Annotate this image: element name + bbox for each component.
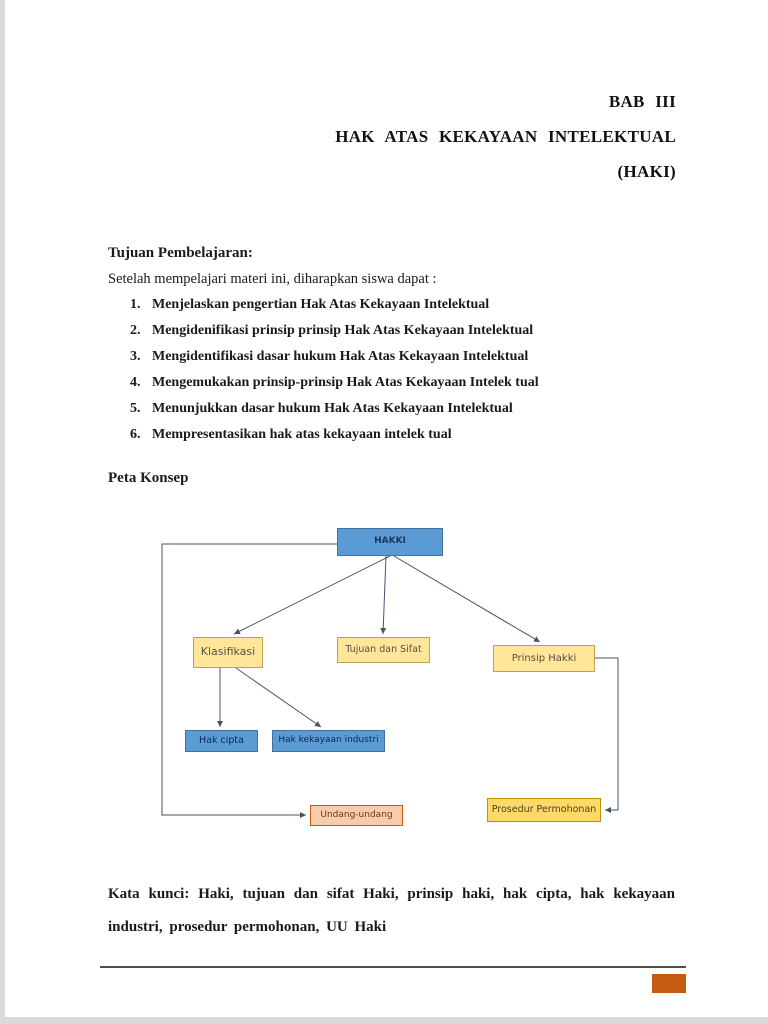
node-prinsip-hakki: Prinsip Hakki (493, 645, 595, 672)
concept-map (148, 518, 648, 838)
item-text: Menjelaskan pengertian Hak Atas Kekayaan Intelektual (152, 297, 490, 312)
document-header (108, 84, 676, 189)
page-edge-bottom (0, 1017, 768, 1024)
chapter-heading: BAB III (608, 92, 676, 111)
objectives-title: Tujuan Pembelajaran: (108, 245, 253, 261)
item-text: Mengidentifikasi dasar hukum Hak Atas Kekayaan Intelektual (152, 349, 529, 364)
item-text: Mengemukakan prinsip-prinsip Hak Atas Kekayaan Intelek tual (152, 375, 539, 390)
objective-item (108, 292, 675, 318)
node-klasifikasi: Klasifikasi (193, 637, 263, 668)
document-subtitle: (HAKI) (617, 162, 676, 181)
footer-accent-block (652, 974, 686, 993)
connector-hakki-undang (162, 544, 337, 815)
footer-rule (100, 966, 686, 968)
arrow-hakki-tujuan (383, 556, 386, 634)
objective-item (108, 318, 675, 344)
node-undang-undang: Undang-undang (310, 805, 403, 826)
keywords-paragraph (108, 878, 675, 944)
document-title: HAK ATAS KEKAYAAN INTELEKTUAL (335, 127, 676, 146)
node-prosedur-permohonan: Prosedur Permohonan (487, 798, 601, 822)
item-number: 3. (130, 349, 141, 364)
objective-item (108, 422, 675, 448)
arrow-hakki-prinsip (394, 556, 540, 642)
item-number: 6. (130, 427, 141, 442)
item-number: 2. (130, 323, 141, 338)
item-text: Mengidenifikasi prinsip prinsip Hak Atas Kekayaan Intelektual (152, 323, 534, 338)
objectives-intro: Setelah mempelajari materi ini, diharapkan siswa dapat : (108, 271, 437, 287)
item-number: 5. (130, 401, 141, 416)
arrow-klasifikasi-industri (236, 668, 321, 727)
item-text: Menunjukkan dasar hukum Hak Atas Kekayaan Intelektual (152, 401, 513, 416)
objective-item (108, 396, 675, 422)
item-number: 1. (130, 297, 141, 312)
objective-item (108, 370, 675, 396)
concept-map-connectors (148, 518, 648, 838)
connector-prinsip-prosedur (595, 658, 618, 810)
node-hak-cipta: Hak cipta (185, 730, 258, 752)
node-hakki: HAKKI (337, 528, 443, 556)
arrow-hakki-klasifikasi (234, 556, 390, 634)
concept-map-title: Peta Konsep (108, 470, 189, 486)
node-tujuan-dan-sifat: Tujuan dan Sifat (337, 637, 430, 663)
node-hak-kekayaan-industri: Hak kekayaan industri (272, 730, 385, 752)
keywords-label: Kata kunci: (108, 886, 190, 902)
item-number: 4. (130, 375, 141, 390)
item-text: Mempresentasikan hak atas kekayaan intelek tual (152, 427, 452, 442)
objective-item (108, 344, 675, 370)
keywords-text: Haki, tujuan dan sifat Haki, prinsip haki, hak cipta, hak kekayaan industri, prosedur permohonan, UU Haki (108, 886, 675, 935)
objectives-section (108, 240, 675, 448)
page-edge-left (0, 0, 5, 1024)
